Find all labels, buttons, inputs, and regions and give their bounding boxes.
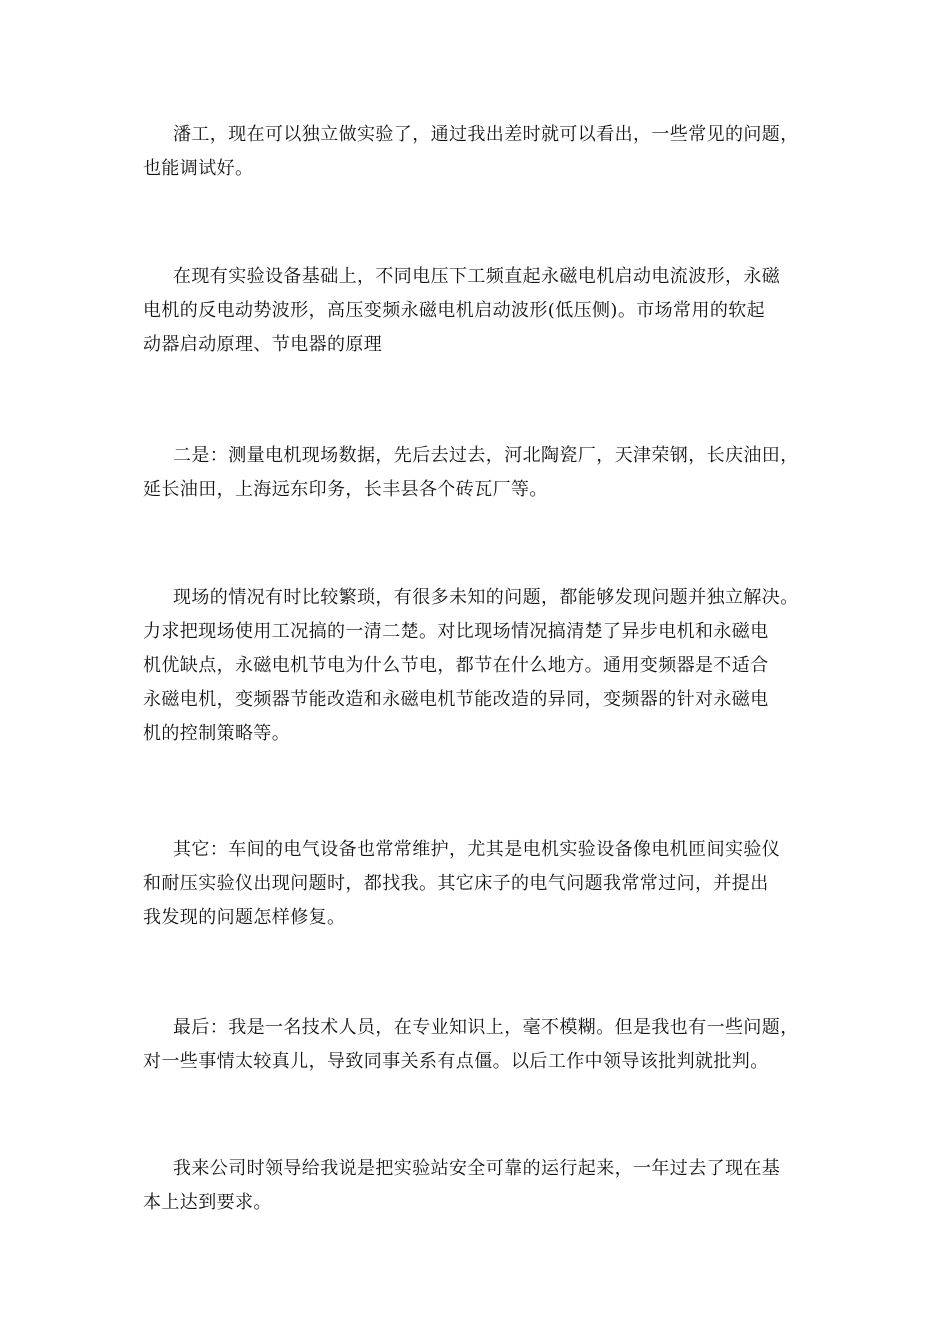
paragraph-line: 力求把现场使用工况搞的一清二楚。对比现场情况搞清楚了异步电机和永磁电: [143, 621, 769, 642]
paragraph-line: 其它：车间的电气设备也常常维护，尤其是电机实验设备像电机匝间实验仪: [173, 839, 781, 860]
paragraph-line: 电机的反电动势波形，高压变频永磁电机启动波形(低压侧)。市场常用的软起: [143, 300, 766, 321]
paragraph-line: 对一些事情太较真儿，导致同事关系有点僵。以后工作中领导该批判就批判。: [143, 1051, 769, 1072]
paragraph-other-duties: [143, 833, 815, 935]
paragraph-line: 在现有实验设备基础上，不同电压下工频直起永磁电机启动电流波形，永磁: [173, 266, 781, 287]
paragraph-line: 二是：测量电机现场数据，先后去过去，河北陶瓷厂，天津荣钢，长庆油田，: [173, 445, 799, 466]
paragraph-line: 机的控制策略等。: [143, 723, 291, 744]
paragraph-line: 本上达到要求。: [143, 1192, 272, 1213]
paragraph-line: 永磁电机，变频器节能改造和永磁电机节能改造的异同，变频器的针对永磁电: [143, 689, 769, 710]
paragraph-line: 延长油田，上海远东印务，长丰县各个砖瓦厂等。: [143, 479, 548, 500]
paragraph-finally: [143, 1011, 815, 1079]
paragraph-line: 也能调试好。: [143, 158, 254, 179]
paragraph-line: 动器启动原理、节电器的原理: [143, 334, 383, 355]
paragraph-line: 机优缺点，永磁电机节电为什么节电，都节在什么地方。通用变频器是不适合: [143, 655, 769, 676]
paragraph-line: 和耐压实验仪出现问题时，都找我。其它床子的电气问题我常常过问，并提出: [143, 873, 769, 894]
paragraph-line: 现场的情况有时比较繁琐，有很多未知的问题，都能够发现问题并独立解决。: [173, 587, 799, 608]
paragraph-pan-gong: [143, 118, 815, 186]
paragraph-line: 最后：我是一名技术人员，在专业知识上，毫不模糊。但是我也有一些问题，: [173, 1017, 799, 1038]
paragraph-line: 我发现的问题怎样修复。: [143, 907, 346, 928]
paragraph-field-measurement: [143, 439, 815, 507]
paragraph-field-situation: [143, 581, 815, 751]
paragraph-experiment-equipment: [143, 260, 815, 362]
paragraph-line: 我来公司时领导给我说是把实验站安全可靠的运行起来，一年过去了现在基: [173, 1158, 781, 1179]
paragraph-line: 潘工，现在可以独立做实验了，通过我出差时就可以看出，一些常见的问题，: [173, 124, 799, 145]
paragraph-goal-achieved: [143, 1152, 815, 1220]
